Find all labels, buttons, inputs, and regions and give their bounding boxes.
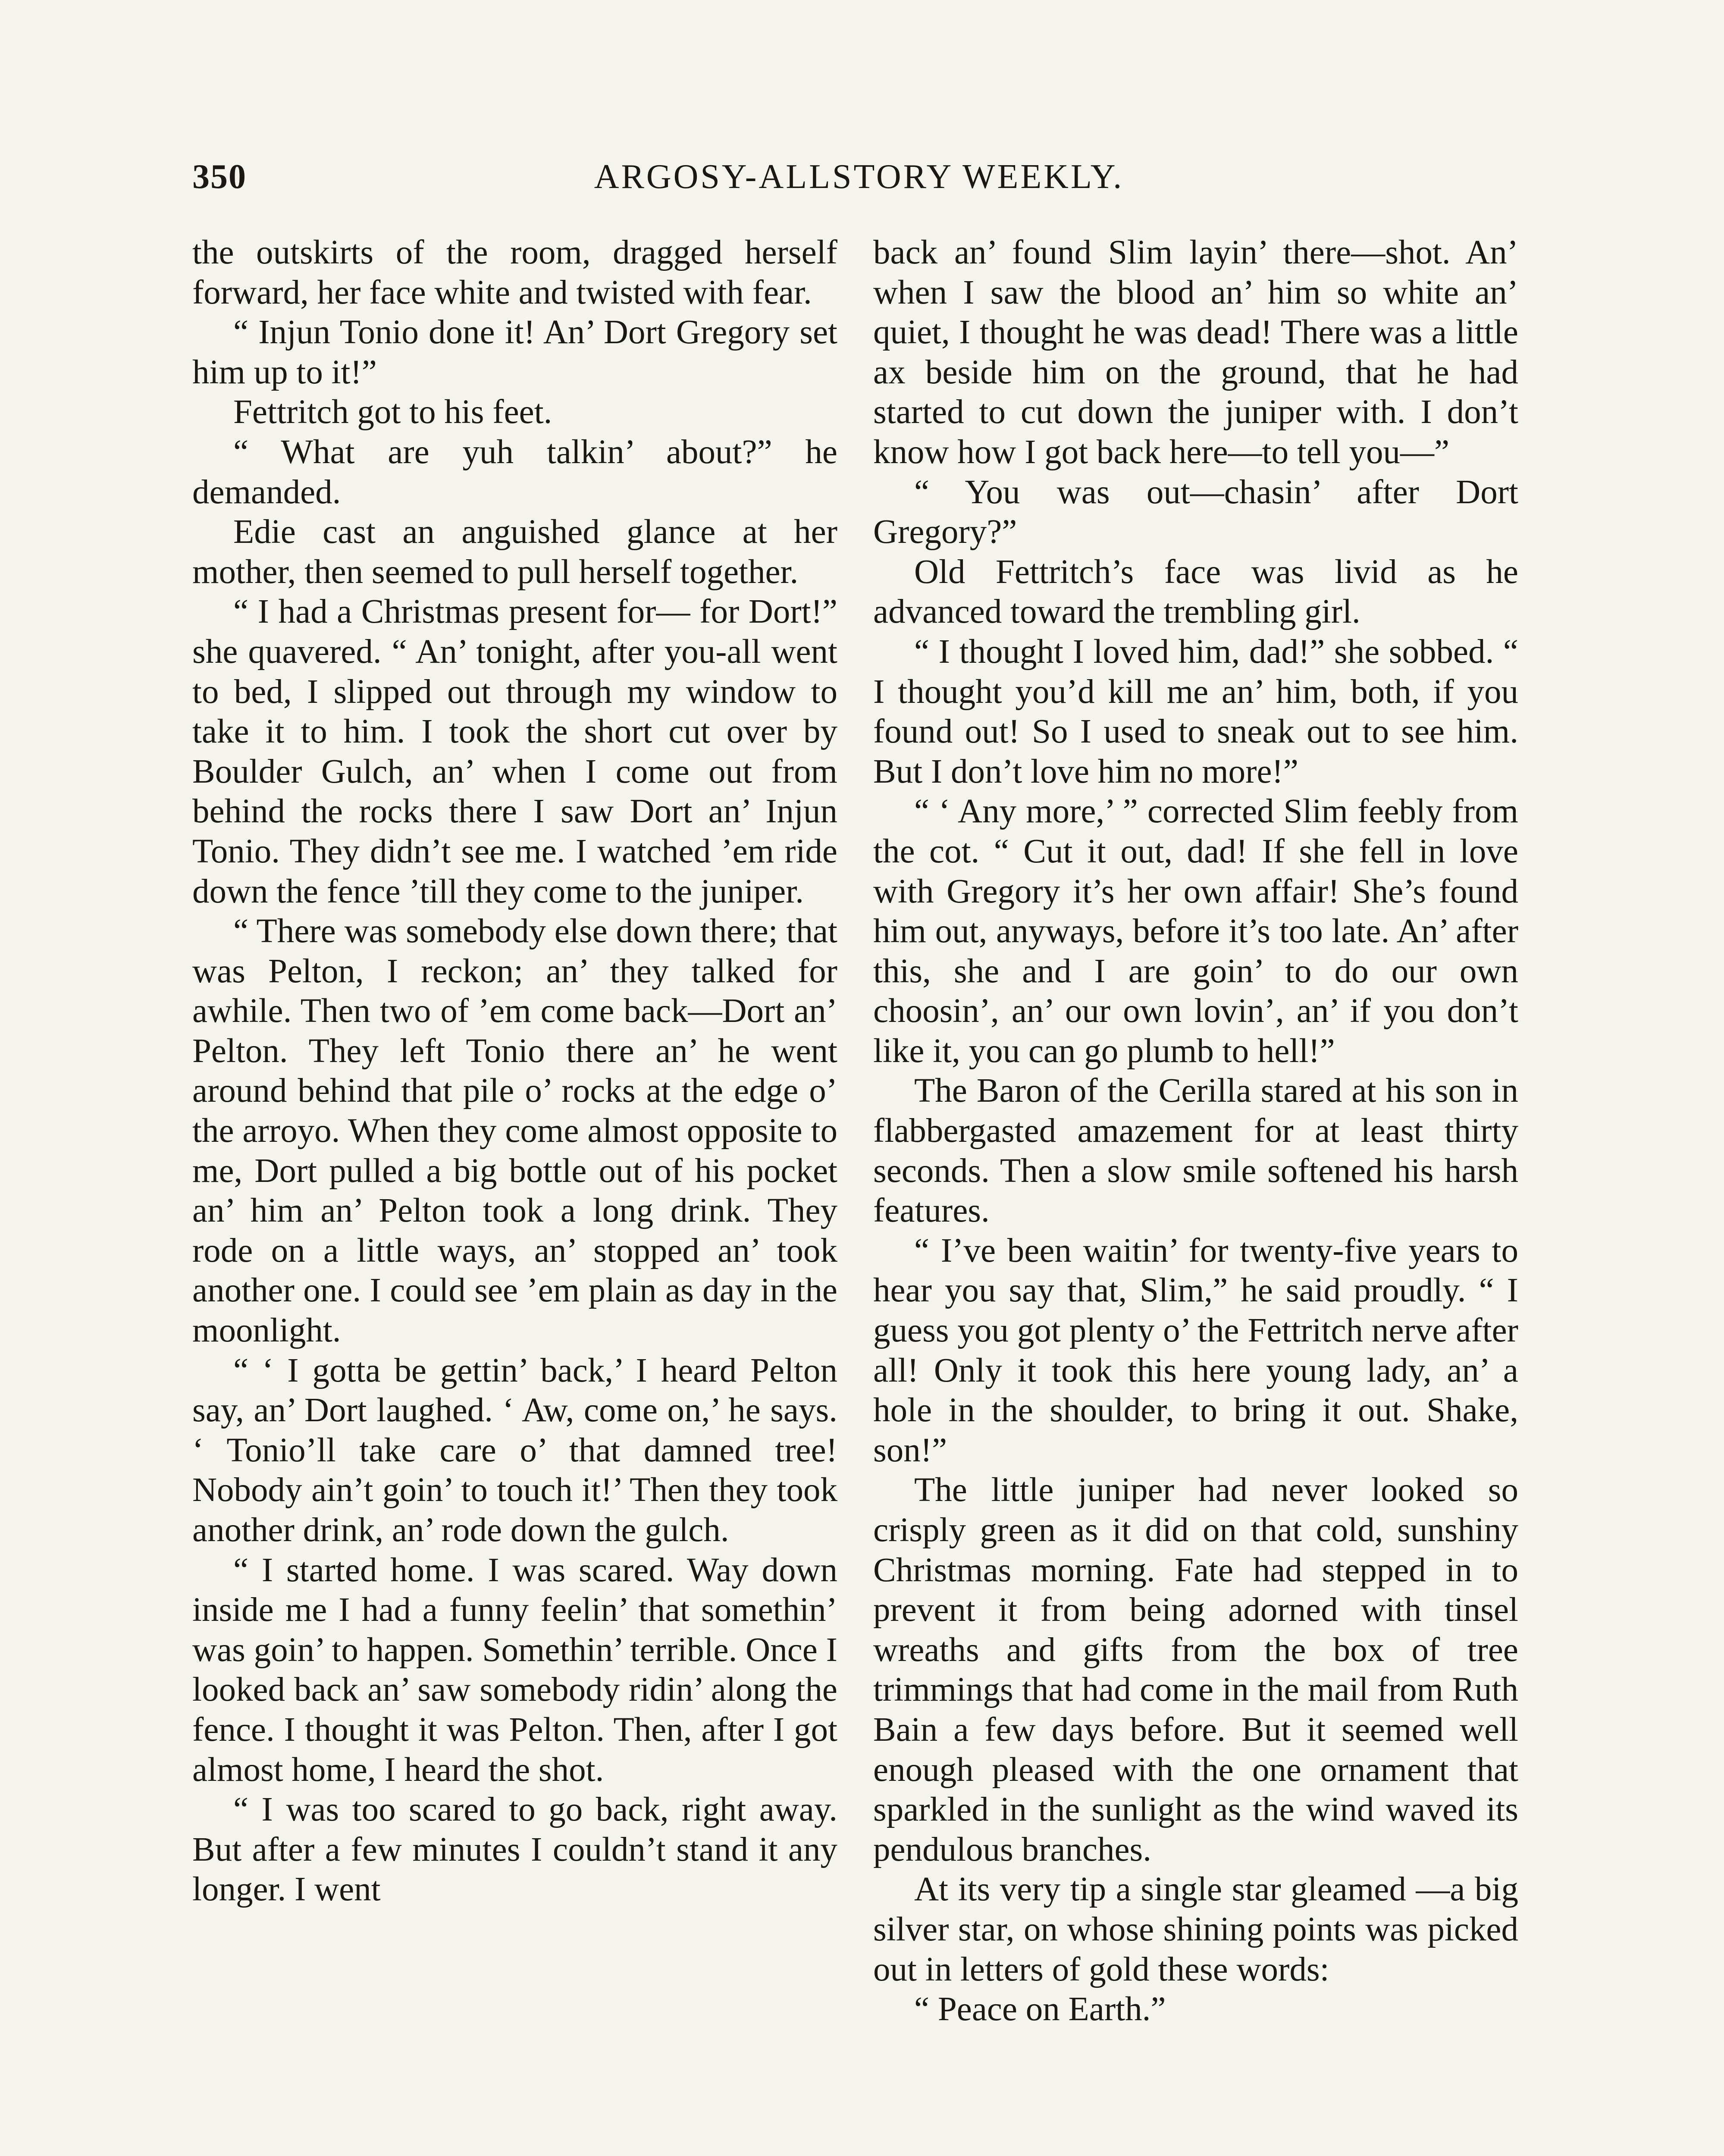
paragraph: “ You was out—chasin’ after Dort Gregory?” (873, 473, 1518, 551)
left-column (192, 233, 837, 1910)
paragraph: Fettritch got to his feet. (233, 393, 552, 431)
paragraph: “ Injun Tonio done it! An’ Dort Gregory set him up to it!” (192, 313, 837, 391)
paragraph: back an’ found Slim layin’ there—shot. An’ when I saw the blood an’ him so white an’ quiet, I thought he was dead! There was a little ax beside him on the ground, that he had started to cut down the juniper with. I don’t know how I got back here—to tell you—” (873, 234, 1518, 471)
paragraph: The Baron of the Cerilla stared at his son in flabbergasted amazement for at least thirty seconds. Then a slow smile softened his harsh features. (873, 1072, 1518, 1230)
paragraph: Edie cast an anguished glance at her mother, then seemed to pull herself together. (192, 513, 837, 591)
paragraph: “ Peace on Earth.” (914, 1990, 1166, 2028)
paragraph: “ ‘ Any more,’ ” corrected Slim feebly from the cot. “ Cut it out, dad! If she fell in love with Gregory it’s her own affair! She’s found him out, anyways, before it’s too late. An’ after this, she and I are goin’ to do our own choosin’, an’ our own lovin’, an’ if you don’t like it, you can go plumb to hell!” (873, 793, 1518, 1070)
paragraph: Old Fettritch’s face was livid as he advanced toward the trembling girl. (873, 553, 1518, 631)
paragraph: “ I was too scared to go back, right away. But after a few minutes I couldn’t stand it any longer. I went (192, 1791, 837, 1908)
paragraph: At its very tip a single star gleamed —a big silver star, on whose shining points was picked out in letters of gold these words: (873, 1871, 1518, 1988)
page-header (192, 157, 1526, 205)
paragraph: “ I started home. I was scared. Way down inside me I had a funny feelin’ that somethin’ was goin’ to happen. Somethin’ terrible. Once I looked back an’ saw somebody ridin’ along the fence. I thought it was Pelton. Then, after I got almost home, I heard the shot. (192, 1551, 837, 1789)
paragraph: the outskirts of the room, dragged herself forward, her face white and twisted with fear. (192, 234, 837, 311)
paragraph: “ I thought I loved him, dad!” she sobbed. “ I thought you’d kill me an’ him, both, if you found out! So I used to sneak out to see him. But I don’t love him no more!” (873, 633, 1518, 790)
paragraph: “ I’ve been waitin’ for twenty-five years to hear you say that, Slim,” he said proudly. “ I guess you got plenty o’ the Fettritch nerve after all! Only it took this here young lady, an’ a hole in the shoulder, to bring it out. Shake, son!” (873, 1232, 1518, 1469)
paragraph: “ I had a Christmas present for— for Dort!” she quavered. “ An’ tonight, after you-all went to bed, I slipped out through my window to take it to him. I took the short cut over by Boulder Gulch, an’ when I come out from behind the rocks there I saw Dort an’ Injun Tonio. They didn’t see me. I watched ’em ride down the fence ’till they come to the juniper. (192, 593, 837, 910)
paragraph: “ There was somebody else down there; that was Pelton, I reckon; an’ they talked for awhile. Then two of ’em come back—Dort an’ Pelton. They left Tonio there an’ he went around behind that pile o’ rocks at the edge o’ the arroyo. When they come almost opposite to me, Dort pulled a big bottle out of his pocket an’ him an’ Pelton took a long drink. They rode on a little ways, an’ stopped an’ took another one. I could see ’em plain as day in the moonlight. (192, 912, 837, 1350)
paragraph: “ What are yuh talkin’ about?” he demanded. (192, 433, 837, 511)
paragraph: “ ‘ I gotta be gettin’ back,’ I heard Pelton say, an’ Dort laughed. ‘ Aw, come on,’ he says. ‘ Tonio’ll take care o’ that damned tree! Nobody ain’t goin’ to touch it!’ Then they took another drink, an’ rode down the gulch. (192, 1351, 837, 1549)
right-column (873, 233, 1518, 2030)
paragraph: The little juniper had never looked so crisply green as it did on that cold, sunshiny Christmas morning. Fate had stepped in to prevent it from being adorned with tinsel wreaths and gifts from the box of tree trimmings that had come in the mail from Ruth Bain a few days before. But it seemed well enough pleased with the one ornament that sparkled in the sunlight as the wind waved its pendulous branches. (873, 1471, 1518, 1868)
page-number: 350 (192, 158, 247, 196)
running-title: ARGOSY-ALLSTORY WEEKLY. (594, 158, 1124, 196)
